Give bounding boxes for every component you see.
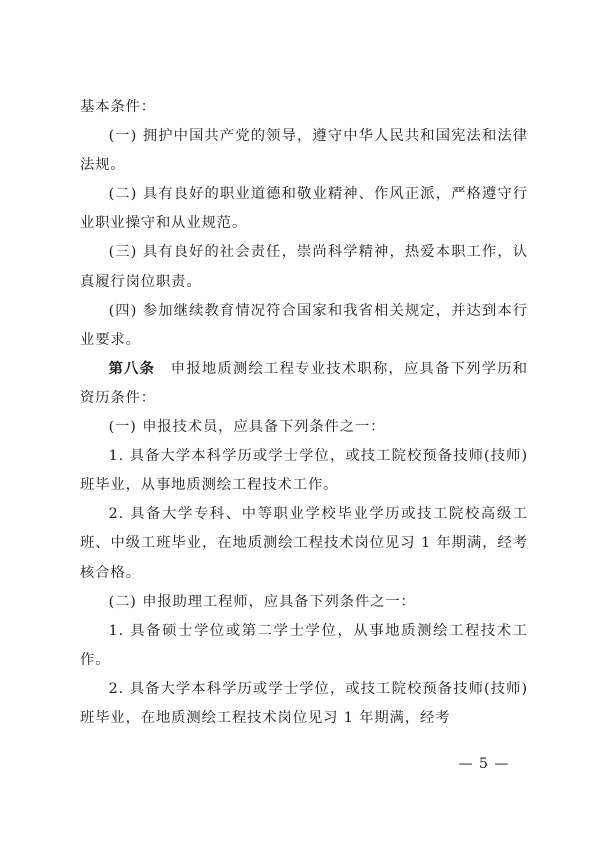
paragraph-technician-item-1: 1. 具备大学本科学历或学士学位，或技工院校预备技师(技师) 班毕业，从事地质测绘工程技术工作。 [80, 448, 528, 494]
paragraph-article-8 [80, 355, 528, 413]
paragraph-condition-2: (二) 具有良好的职业道德和敬业精神、作风正派，严格遵守行业职业操守和从业规范。 [80, 186, 528, 232]
page-number: — 5 — [458, 756, 510, 772]
paragraph-condition-1: (一) 拥护中国共产党的领导，遵守中华人民共和国宪法和法律法规。 [80, 128, 528, 174]
paragraph-assistant-engineer-heading: (二) 申报助理工程师，应具备下列条件之一： [108, 593, 416, 610]
paragraph-basic-conditions: 基本条件： [80, 99, 156, 115]
article-8-text: 申报地质测绘工程专业技术职称，应具备下列学历和资历条件： [80, 360, 528, 406]
article-8-heading: 第八条 [108, 360, 156, 377]
paragraph-technician-item-2: 2. 具备大学专科、中等职业学校毕业学历或技工院校高级工班、中级工班毕业，在地质测绘工程技术岗位见习 1 年期满，经考核合格。 [80, 506, 528, 581]
paragraph-assistant-engineer-item-1: 1. 具备硕士学位或第二学士学位，从事地质测绘工程技术工作。 [80, 622, 528, 668]
paragraph-condition-4: (四) 参加继续教育情况符合国家和我省相关规定，并达到本行业要求。 [80, 302, 528, 348]
document-body [80, 93, 528, 733]
paragraph-technician-heading: (一) 申报技术员，应具备下列条件之一： [108, 419, 386, 436]
paragraph-assistant-engineer-item-2: 2. 具备大学本科学历或学士学位，或技工院校预备技师(技师) 班毕业，在地质测绘工程技术岗位见习 1 年期满，经考 [80, 680, 528, 726]
paragraph-condition-3: (三) 具有良好的社会责任，崇尚科学精神，热爱本职工作，认真履行岗位职责。 [80, 244, 528, 290]
